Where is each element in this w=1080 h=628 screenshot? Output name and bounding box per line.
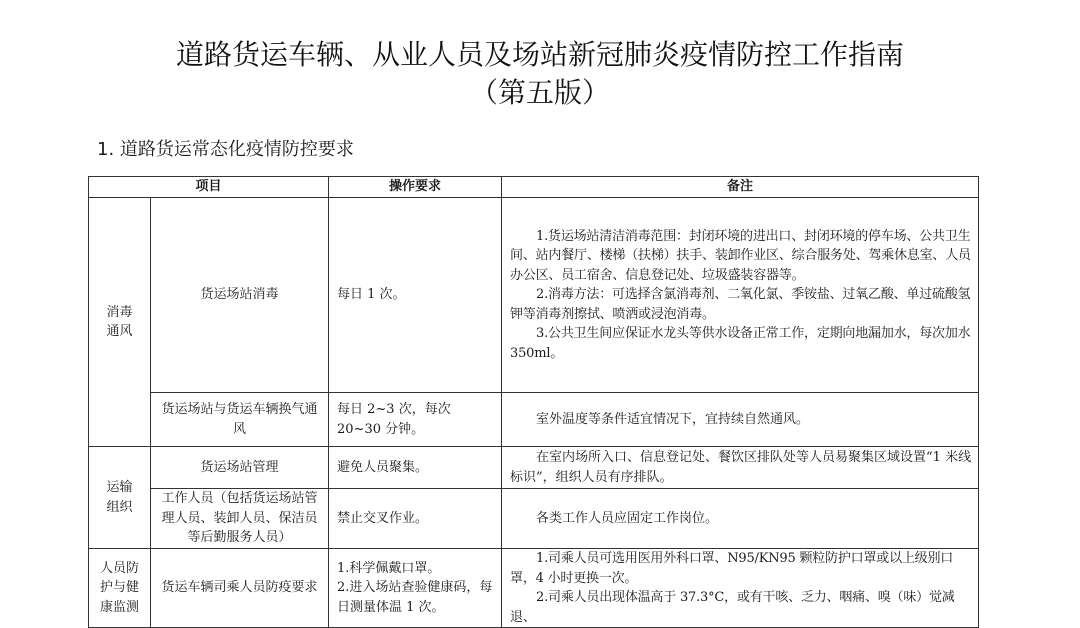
note-paragraph: 1.货运场站清洁消毒范围：封闭环境的进出口、封闭环境的停车场、公共卫生间、站内餐厅、楼梯（扶梯）扶手、装卸作业区、综合服务处、驾乘休息室、人员办公区、员工宿舍、信息登记处、垃圾盛装容器等。 [510, 228, 971, 283]
note-paragraph: 各类工作人员应固定工作岗位。 [536, 510, 719, 526]
table-header-row [89, 177, 979, 198]
document-subtitle: （第五版） [469, 76, 610, 109]
table-row [89, 393, 979, 447]
notes-cell [502, 489, 979, 549]
category-transport-organization [89, 447, 151, 549]
item-cell: 货运场站与货运车辆换气通风 [151, 393, 329, 447]
table-row [89, 447, 979, 489]
category-line: 通风 [106, 324, 133, 339]
header-notes: 备注 [502, 177, 979, 198]
note-paragraph: 3.公共卫生间应保证水龙头等供水设备正常工作，定期向地漏加水，每次加水 350ml。 [510, 326, 971, 361]
category-line: 运输 [106, 480, 133, 495]
note-paragraph: 1.司乘人员可选用医用外科口罩、N95/KN95 颗粒防护口罩或以上级别口罩，4 小时更换一次。 [510, 551, 954, 586]
notes-cell [502, 393, 979, 447]
category-personal-protection-health [89, 549, 151, 628]
section-heading: 1. 道路货运常态化疫情防控要求 [97, 139, 354, 160]
guideline-table [88, 176, 979, 628]
requirement-line: 2.进入场站查验健康码，每日测量体温 1 次。 [337, 580, 493, 615]
item-cell: 工作人员（包括货运场站管理人员、装卸人员、保洁员等后勤服务人员） [151, 489, 329, 549]
category-disinfect-ventilate [89, 198, 151, 447]
document-title: 道路货运车辆、从业人员及场站新冠肺炎疫情防控工作指南 [175, 38, 904, 71]
requirement-line: 1.科学佩戴口罩。 [337, 560, 441, 576]
notes-cell [502, 198, 979, 393]
table-row [89, 489, 979, 549]
notes-cell [502, 447, 979, 489]
notes-cell [502, 549, 979, 628]
category-line: 消毒 [106, 304, 133, 320]
category-line: 组织 [106, 499, 133, 515]
requirement-cell: 每日 2~3 次，每次 20~30 分钟。 [329, 393, 502, 447]
requirement-cell: 每日 1 次。 [329, 198, 502, 393]
note-paragraph: 2.消毒方法：可选择含氯消毒剂、二氧化氯、季铵盐、过氧乙酸、单过硫酸氢钾等消毒剂擦拭、喷洒或浸泡消毒。 [510, 287, 971, 322]
requirement-cell: 禁止交叉作业。 [329, 489, 502, 549]
category-line: 康监测 [99, 599, 139, 615]
category-line: 人员防 [99, 560, 139, 576]
item-cell: 货运场站消毒 [151, 198, 329, 393]
note-paragraph: 在室内场所入口、信息登记处、餐饮区排队处等人员易聚集区域设置“1 米线标识”，组织人员有序排队。 [510, 450, 972, 485]
requirement-cell: 避免人员聚集。 [329, 447, 502, 489]
item-cell: 货运车辆司乘人员防疫要求 [151, 549, 329, 628]
note-paragraph: 室外温度等条件适宜情况下，宜持续自然通风。 [536, 411, 810, 427]
requirement-cell [329, 549, 502, 628]
item-cell: 货运场站管理 [151, 447, 329, 489]
table-row [89, 549, 979, 628]
table-row [89, 198, 979, 393]
header-item: 项目 [89, 177, 329, 198]
category-line: 护与健 [99, 580, 139, 596]
header-requirement: 操作要求 [329, 177, 502, 198]
note-paragraph: 2.司乘人员出现体温高于 37.3°C，或有干咳、乏力、咽痛、嗅（味）觉减退、 [510, 590, 955, 625]
